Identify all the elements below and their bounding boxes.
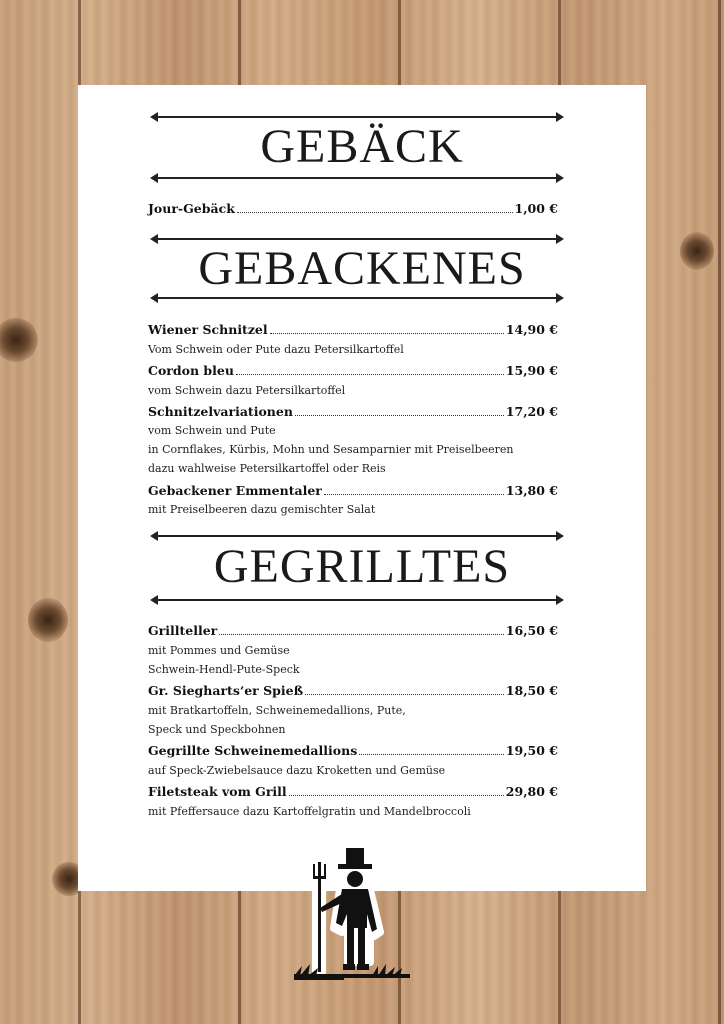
dot-leader [289, 794, 504, 796]
item-price: 19,50 € [505, 743, 558, 758]
item-description: auf Speck-Zwiebelsauce dazu Kroketten und Gemüse [148, 764, 446, 777]
dot-leader [236, 373, 504, 375]
section-title: GEGRILLTES [213, 540, 511, 593]
wood-knot [0, 318, 38, 362]
dot-leader [324, 493, 504, 495]
dot-leader [295, 414, 504, 416]
item-description: in Cornflakes, Kürbis, Mohn und Sesamparnier mit Preiselbeeren [148, 443, 514, 456]
dot-leader [219, 633, 504, 635]
item-name: Grillteller [148, 623, 218, 638]
item-price: 29,80 € [505, 784, 558, 799]
farmer-with-fork-icon [292, 842, 412, 984]
menu-item [148, 784, 558, 799]
section-title: GEBÄCK [260, 120, 464, 173]
dot-leader [270, 332, 504, 334]
menu-item [148, 363, 558, 378]
item-description: dazu wahlweise Petersilkartoffel oder Reis [148, 462, 386, 475]
item-description: mit Pommes und Gemüse [148, 644, 290, 657]
item-description: mit Bratkartoffeln, Schweinemedallions, Pute, [148, 704, 406, 717]
item-price: 1,00 € [514, 201, 558, 216]
item-name: Jour-Gebäck [148, 201, 235, 216]
item-price: 18,50 € [505, 683, 558, 698]
dot-leader [237, 211, 513, 213]
item-name: Gebackener Emmentaler [148, 483, 322, 498]
menu-item [148, 404, 558, 419]
item-name: Filetsteak vom Grill [148, 784, 287, 799]
item-name: Gr. Sieghartsʻer Spieß [148, 683, 304, 698]
menu-card [78, 85, 646, 891]
item-name: Schnitzelvariationen [148, 404, 293, 419]
section-title: GEBACKENES [198, 242, 526, 295]
item-description: mit Pfeffersauce dazu Kartoffelgratin und Mandelbroccoli [148, 805, 471, 818]
menu-item [148, 623, 558, 638]
menu-item [148, 322, 558, 337]
dot-leader [359, 753, 504, 755]
item-description: Speck und Speckbohnen [148, 723, 286, 736]
item-description: mit Preiselbeeren dazu gemischter Salat [148, 503, 376, 516]
menu-item [148, 483, 558, 498]
menu-item [148, 743, 558, 758]
item-name: Gegrillte Schweinemedallions [148, 743, 358, 758]
item-price: 16,50 € [505, 623, 558, 638]
item-price: 14,90 € [505, 322, 558, 337]
item-price: 13,80 € [505, 483, 558, 498]
dot-leader [305, 693, 504, 695]
item-description: Schwein-Hendl-Pute-Speck [148, 663, 300, 676]
item-description: vom Schwein und Pute [148, 424, 276, 437]
item-name: Wiener Schnitzel [148, 322, 268, 337]
menu-item [148, 683, 558, 698]
divider [150, 595, 564, 605]
item-name: Cordon bleu [148, 363, 234, 378]
menu-item [148, 201, 558, 216]
item-price: 15,90 € [505, 363, 558, 378]
item-price: 17,20 € [505, 404, 558, 419]
divider [150, 293, 564, 303]
item-description: vom Schwein dazu Petersilkartoffel [148, 384, 346, 397]
divider [150, 173, 564, 183]
item-description: Vom Schwein oder Pute dazu Petersilkartoffel [148, 343, 404, 356]
wood-knot [680, 232, 714, 270]
wood-knot [28, 598, 68, 642]
